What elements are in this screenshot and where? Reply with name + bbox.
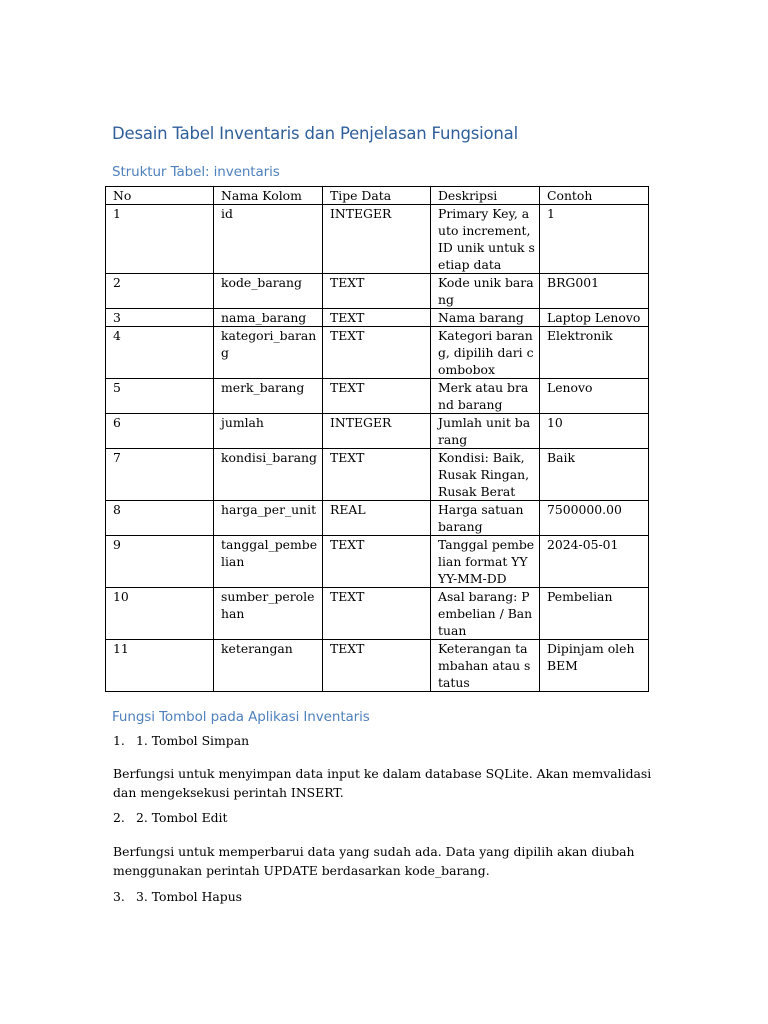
cell-contoh: Lenovo (540, 379, 649, 414)
description-edit: Berfungsi untuk memperbarui data yang sudah ada. Data yang dipilih akan diubah menggunakan perintah UPDATE berdasarkan kode_barang. (113, 844, 635, 878)
cell-contoh: 1 (540, 205, 649, 274)
cell-deskripsi: Jumlah unit barang (431, 414, 540, 449)
cell-contoh: 2024-05-01 (540, 536, 649, 588)
cell-no: 8 (106, 501, 214, 536)
list-item-hapus (113, 889, 242, 904)
list-item-label: 3. Tombol Hapus (136, 889, 243, 904)
table-row (106, 309, 649, 327)
cell-nama-kolom: id (214, 205, 323, 274)
cell-no: No (106, 187, 214, 205)
cell-nama-kolom: sumber_perolehan (214, 588, 323, 640)
table-row (106, 327, 649, 379)
cell-tipe-data: TEXT (323, 588, 431, 640)
cell-deskripsi: Harga satuan barang (431, 501, 540, 536)
cell-no: 6 (106, 414, 214, 449)
table-header-row (106, 187, 649, 205)
table-row (106, 274, 649, 309)
table-row (106, 501, 649, 536)
list-item-label: 2. Tombol Edit (136, 810, 228, 825)
description-simpan: Berfungsi untuk menyimpan data input ke dalam database SQLite. Akan memvalidasi dan mengeksekusi perintah INSERT. (113, 766, 652, 800)
cell-no: 5 (106, 379, 214, 414)
cell-tipe-data: TEXT (323, 379, 431, 414)
cell-nama-kolom: kode_barang (214, 274, 323, 309)
cell-no: 11 (106, 640, 214, 692)
cell-no: 4 (106, 327, 214, 379)
cell-tipe-data: TEXT (323, 274, 431, 309)
cell-nama-kolom: kategori_barang (214, 327, 323, 379)
cell-contoh: 10 (540, 414, 649, 449)
list-number: 3. (113, 889, 125, 904)
cell-no: 7 (106, 449, 214, 501)
list-item-simpan (113, 733, 249, 748)
table-row (106, 588, 649, 640)
cell-contoh: Pembelian (540, 588, 649, 640)
table-row (106, 414, 649, 449)
list-item-edit (113, 810, 227, 825)
cell-contoh: Elektronik (540, 327, 649, 379)
inventory-table (105, 186, 649, 692)
cell-deskripsi: Kategori barang, dipilih dari combobox (431, 327, 540, 379)
cell-deskripsi: Merk atau brand barang (431, 379, 540, 414)
cell-tipe-data: TEXT (323, 640, 431, 692)
cell-deskripsi: Asal barang: Pembelian / Bantuan (431, 588, 540, 640)
cell-tipe-data: INTEGER (323, 205, 431, 274)
list-item-label: 1. Tombol Simpan (136, 733, 250, 748)
cell-nama-kolom: Nama Kolom (214, 187, 323, 205)
cell-nama-kolom: harga_per_unit (214, 501, 323, 536)
cell-nama-kolom: kondisi_barang (214, 449, 323, 501)
cell-tipe-data: TEXT (323, 309, 431, 327)
cell-nama-kolom: nama_barang (214, 309, 323, 327)
section-heading-table-structure: Struktur Tabel: inventaris (112, 164, 280, 180)
cell-deskripsi: Kode unik barang (431, 274, 540, 309)
cell-contoh: Laptop Lenovo (540, 309, 649, 327)
cell-deskripsi: Deskripsi (431, 187, 540, 205)
cell-deskripsi: Keterangan tambahan atau status (431, 640, 540, 692)
table-row (106, 205, 649, 274)
cell-no: 3 (106, 309, 214, 327)
cell-contoh: BRG001 (540, 274, 649, 309)
cell-tipe-data: TEXT (323, 536, 431, 588)
cell-deskripsi: Kondisi: Baik, Rusak Ringan, Rusak Berat (431, 449, 540, 501)
cell-tipe-data: INTEGER (323, 414, 431, 449)
list-number: 1. (113, 733, 125, 748)
cell-no: 10 (106, 588, 214, 640)
cell-nama-kolom: tanggal_pembelian (214, 536, 323, 588)
document-title: Desain Tabel Inventaris dan Penjelasan Fungsional (112, 124, 518, 143)
table-row (106, 449, 649, 501)
cell-contoh: Dipinjam oleh BEM (540, 640, 649, 692)
cell-contoh: Contoh (540, 187, 649, 205)
cell-deskripsi: Primary Key, auto increment, ID unik untuk setiap data (431, 205, 540, 274)
cell-nama-kolom: merk_barang (214, 379, 323, 414)
table-row (106, 536, 649, 588)
cell-tipe-data: TEXT (323, 327, 431, 379)
cell-tipe-data: REAL (323, 501, 431, 536)
cell-no: 2 (106, 274, 214, 309)
list-number: 2. (113, 810, 125, 825)
cell-no: 9 (106, 536, 214, 588)
cell-contoh: Baik (540, 449, 649, 501)
cell-deskripsi: Nama barang (431, 309, 540, 327)
cell-contoh: 7500000.00 (540, 501, 649, 536)
cell-tipe-data: TEXT (323, 449, 431, 501)
cell-deskripsi: Tanggal pembelian format YYYY-MM-DD (431, 536, 540, 588)
table-row (106, 379, 649, 414)
cell-nama-kolom: jumlah (214, 414, 323, 449)
section-heading-button-functions: Fungsi Tombol pada Aplikasi Inventaris (112, 709, 370, 725)
table-row (106, 640, 649, 692)
cell-nama-kolom: keterangan (214, 640, 323, 692)
cell-no: 1 (106, 205, 214, 274)
cell-tipe-data: Tipe Data (323, 187, 431, 205)
